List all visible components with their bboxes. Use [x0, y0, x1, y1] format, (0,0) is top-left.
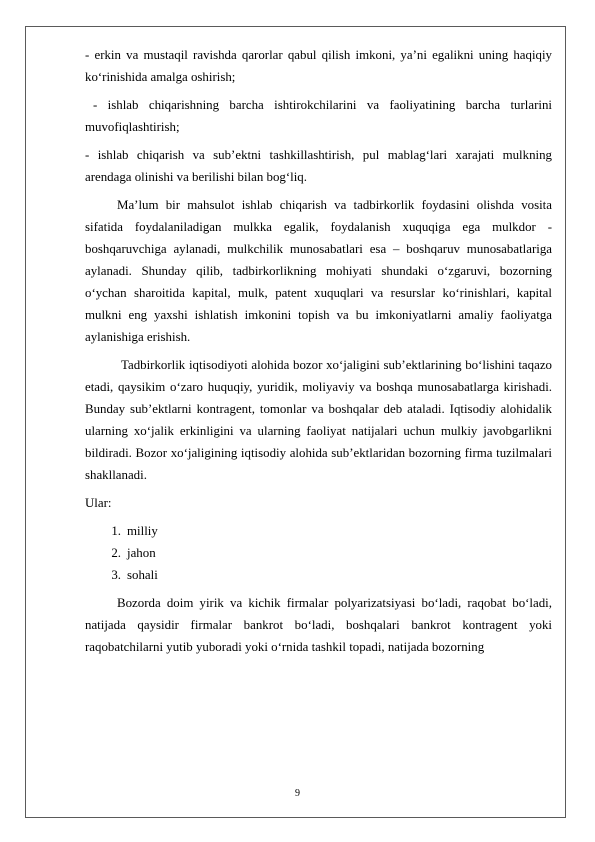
paragraph-4: Ma’lum bir mahsulot ishlab chiqarish va tadbirkorlik foydasini olishda vosita sifatida foydalaniladigan mulkka egalik, foydalanish xuquqiga ega mulkdor - boshqaruvchiga aylanadi, mulkchilik munosabatlari esa – boshqaruv munosabatlariga aylanadi. Shunday qilib, tadbirkorlikning mohiyati shundaki o‘zgaruvi, bozorning o‘ychan sharoitida kapital, mulk, patent xuquqlari va resurslar ko‘rinishlari, kapital mulkni eng yaxshi ishlatish imkonini topish va bu imkoniyatlarni amaliy faoliyatga aylanishiga erishish.	[85, 198, 552, 344]
page-number: 9	[295, 788, 300, 799]
paragraph-1: - erkin va mustaqil ravishda qarorlar qabul qilish imkoni, ya’ni egalikni uning haqiqiy ko‘rinishida amalga oshirish;	[85, 48, 552, 84]
numbered-list	[85, 520, 552, 586]
list-item-number: 2.	[111, 546, 121, 560]
ular-label: Ular:	[85, 496, 112, 510]
list-item	[85, 520, 552, 542]
list-item-number: 3.	[111, 568, 121, 582]
document-body	[85, 44, 552, 658]
list-item-text: jahon	[127, 546, 156, 560]
list-item	[85, 564, 552, 586]
list-item-text: milliy	[127, 524, 158, 538]
paragraph-6: Bozorda doim yirik va kichik firmalar polyarizatsiyasi bo‘ladi, raqobat bo‘ladi, natijada qaysidir firmalar bankrot bo‘ladi, boshqalari bankrot kontragent yoki raqobatchilarni yutib yuboradi yoki o‘rnida tashkil topadi, natijada bozorning	[85, 596, 552, 654]
paragraph-2: - ishlab chiqarishning barcha ishtirokchilarini va faoliyatining barcha turlarini muvofiqlashtirish;	[85, 98, 552, 134]
list-item-text: sohali	[127, 568, 158, 582]
paragraph-3: - ishlab chiqarish va sub’ektni tashkillashtirish, pul mablag‘lari xarajati mulkning arendaga olinishi va berilishi bilan bog‘liq.	[85, 148, 552, 184]
list-item	[85, 542, 552, 564]
list-item-number: 1.	[111, 524, 121, 538]
paragraph-5: Tadbirkorlik iqtisodiyoti alohida bozor xo‘jaligini sub’ektlarining bo‘lishini taqazo etadi, qaysikim o‘zaro huquqiy, yuridik, moliyaviy va boshqa munosabatlarga kirishadi. Bunday sub’ektlarni kontragent, tomonlar va boshqalar deb ataladi. Iqtisodiy alohidalik ularning xo‘jalik erkinligini va ularning faoliyat natijalari uchun mulkiy javobgarlikni bildiradi. Bozor xo‘jaligining iqtisodiy alohida sub’ektlaridan bozorning firma tuzilmalari shakllanadi.	[85, 358, 552, 482]
